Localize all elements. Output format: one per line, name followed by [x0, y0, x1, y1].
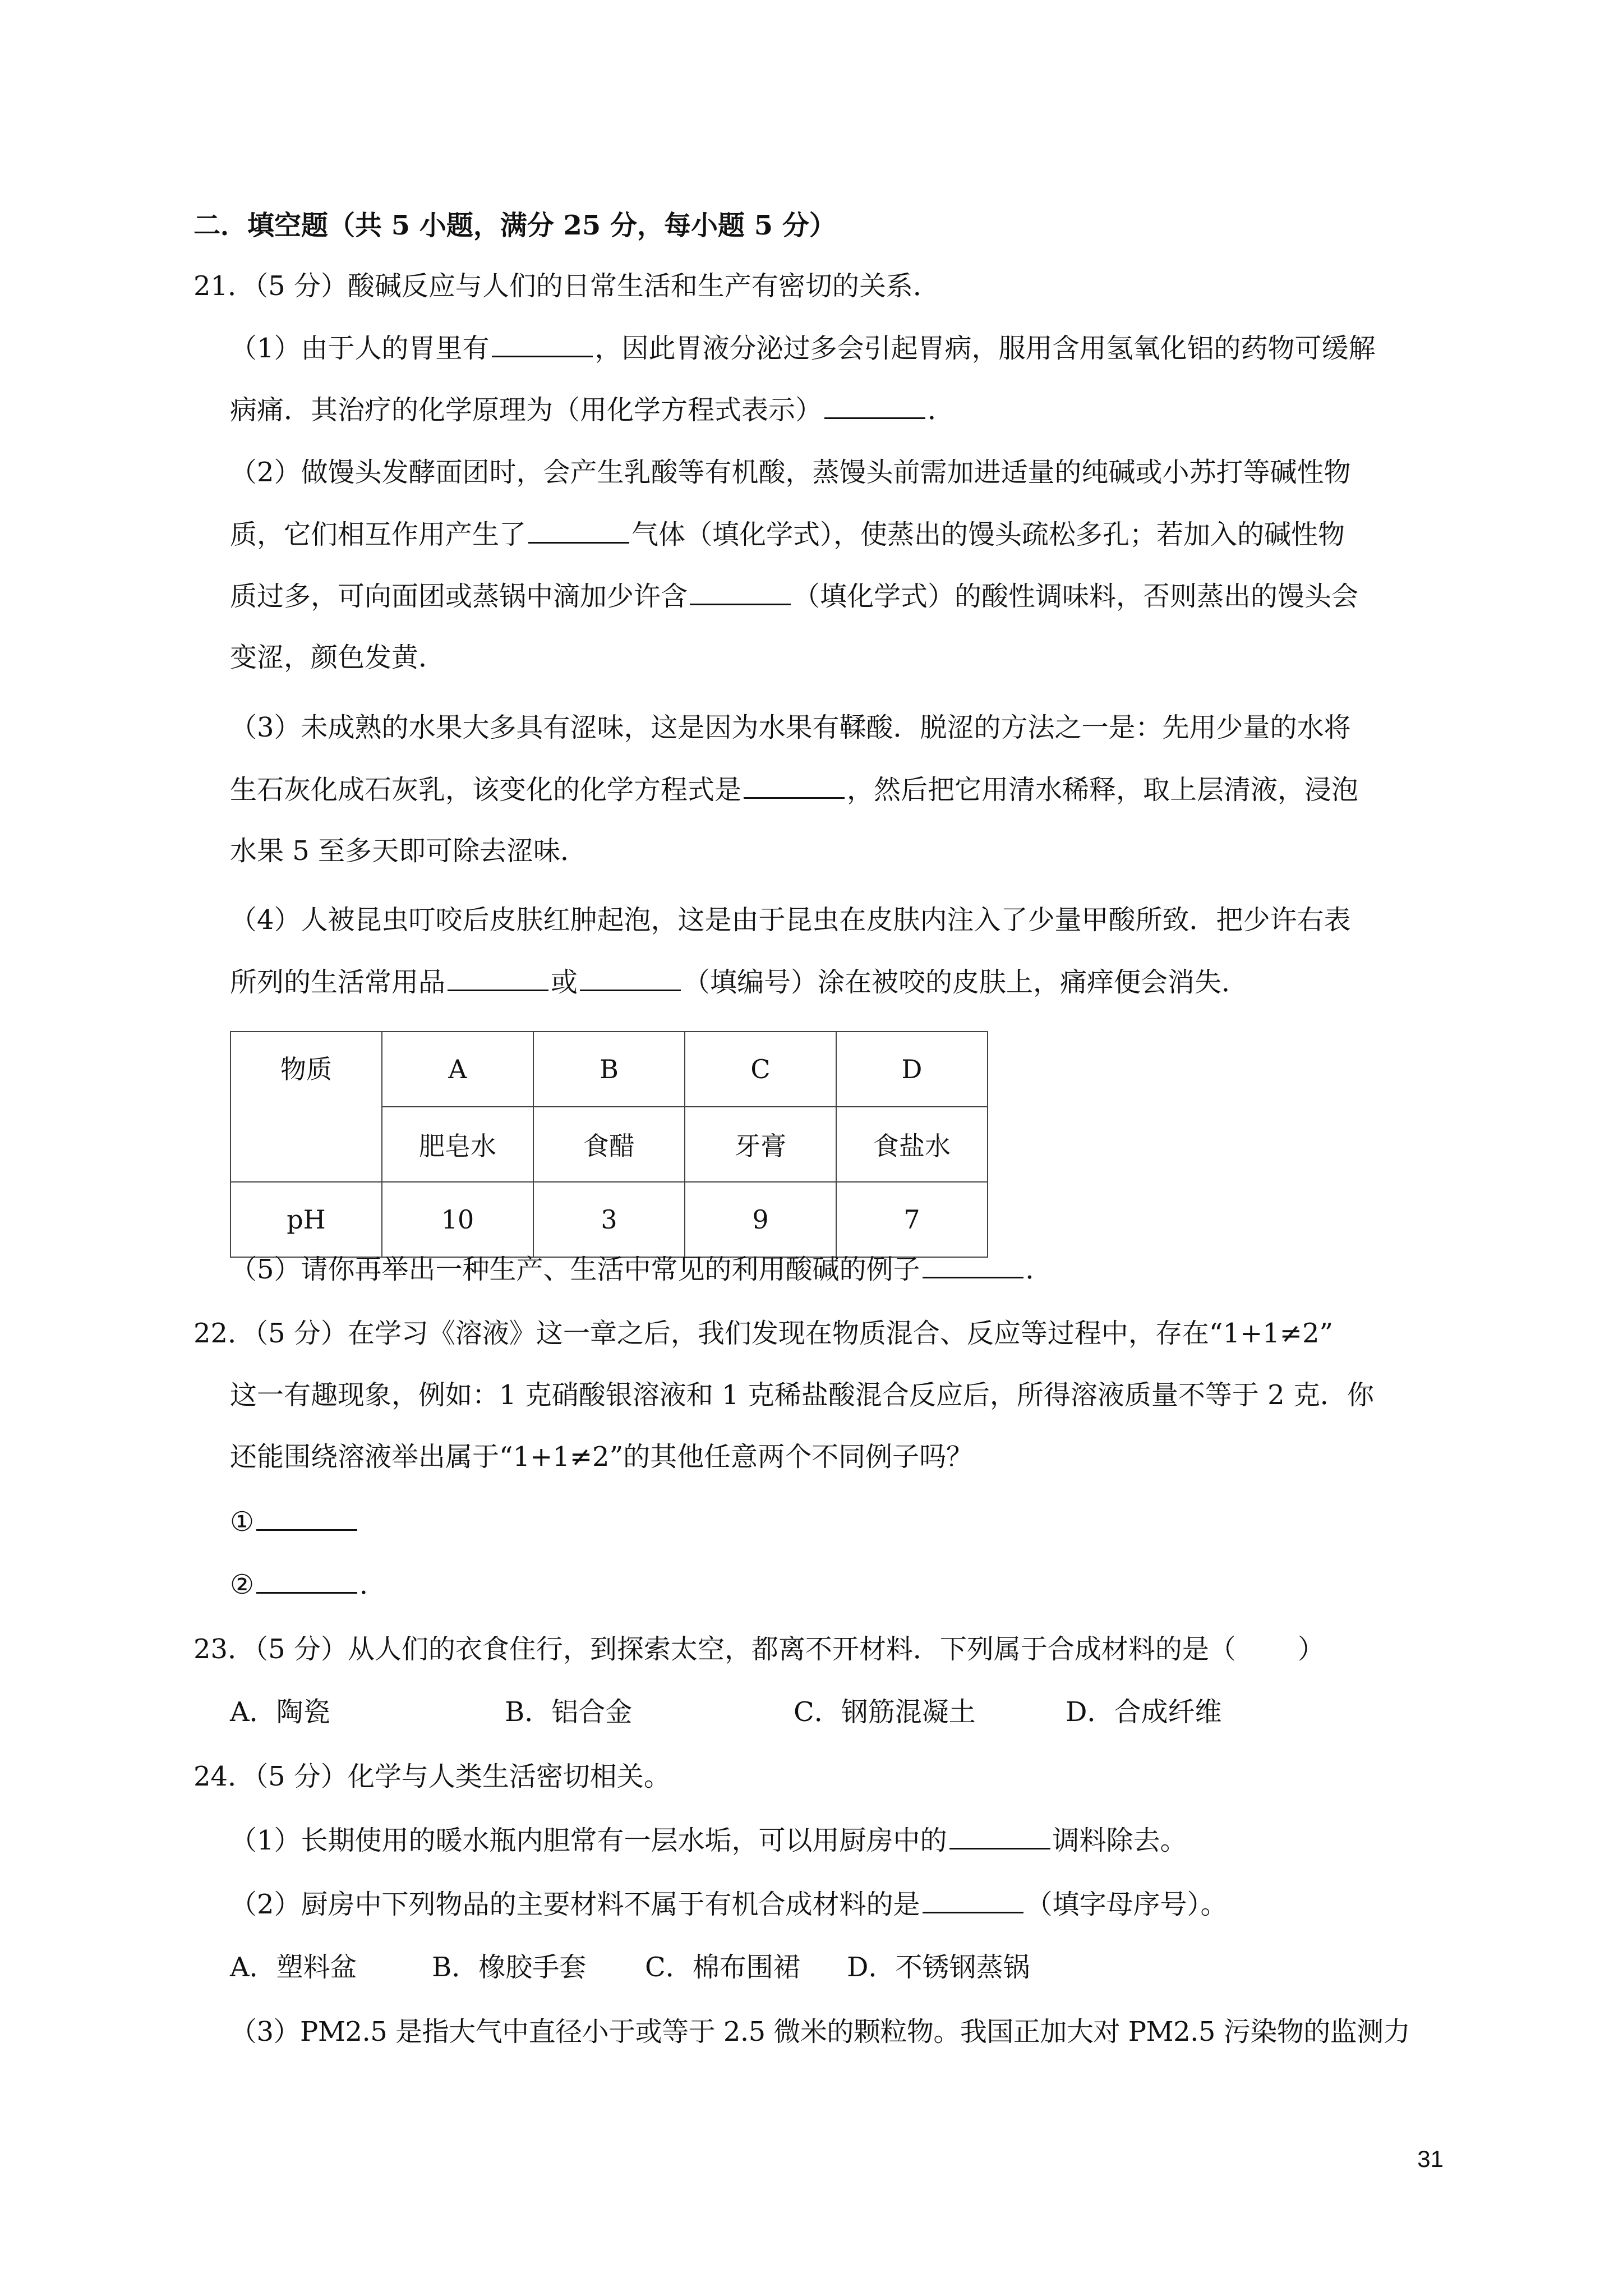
option-a: A．塑料盆: [230, 1952, 357, 1983]
answer-blank[interactable]: [949, 1822, 1050, 1849]
table-cell: 3: [533, 1182, 685, 1257]
question-23-stem: 23．（5 分）从人们的衣食住行，到探索太空，都离不开材料．下列属于合成材料的是（ ）: [193, 1634, 1325, 1665]
option-b: B．橡胶手套: [432, 1952, 587, 1983]
answer-blank[interactable]: [690, 578, 791, 605]
table-header-cell: 物质: [230, 1032, 382, 1182]
answer-blank[interactable]: [448, 964, 548, 991]
option-c: C．钢筋混凝土: [794, 1696, 976, 1728]
answer-blank[interactable]: [744, 771, 845, 799]
table-cell: 9: [685, 1182, 836, 1257]
question-21-part3: （3）未成熟的水果大多具有涩味，这是因为水果有鞣酸．脱涩的方法之一是：先用少量的水将: [230, 712, 1351, 743]
table-cell: D: [836, 1032, 988, 1107]
ph-table: [230, 1031, 988, 1258]
question-21-part3-end: 水果 5 至多天即可除去涩味．: [230, 835, 588, 867]
question-22-line2: 这一有趣现象，例如：1 克硝酸银溶液和 1 克稀盐酸混合反应后，所得溶液质量不等于 2 克．你: [230, 1379, 1374, 1411]
question-24-part2: （2）厨房中下列物品的主要材料不属于有机合成材料的是 （填字母序号）。: [230, 1886, 1228, 1922]
answer-blank[interactable]: [256, 1503, 357, 1531]
table-cell: 10: [382, 1182, 533, 1257]
answer-blank[interactable]: [923, 1886, 1023, 1913]
table-cell: 肥皂水: [382, 1107, 533, 1182]
question-21-part4: （4）人被昆虫叮咬后皮肤红肿起泡，这是由于昆虫在皮肤内注入了少量甲酸所致．把少许右表: [230, 904, 1351, 936]
option-b: B．铝合金: [505, 1696, 633, 1728]
question-21-part2: （2）做馒头发酵面团时，会产生乳酸等有机酸，蒸馒头前需加进适量的纯碱或小苏打等碱性物: [230, 457, 1351, 488]
question-21-part1-cont: 病痛．其治疗的化学原理为（用化学方程式表示） ．: [230, 392, 955, 428]
answer-blank[interactable]: [528, 516, 629, 544]
option-d: D．合成纤维: [1066, 1696, 1222, 1728]
question-21-part2-end: 变涩，颜色发黄．: [230, 642, 446, 673]
question-21-part1: （1）由于人的胃里有 ，因此胃液分泌过多会引起胃病，服用含用氢氧化铝的药物可缓解: [230, 330, 1376, 366]
table-cell: 牙膏: [685, 1107, 836, 1182]
question-24-stem: 24．（5 分）化学与人类生活密切相关。: [193, 1761, 671, 1792]
question-21-part2-cont2: 质过多，可向面团或蒸锅中滴加少许含 （填化学式）的酸性调味料，否则蒸出的馒头会: [230, 578, 1358, 614]
table-cell: B: [533, 1032, 685, 1107]
question-21-part3-cont: 生石灰化成石灰乳，该变化的化学方程式是 ，然后把它用清水稀释，取上层清液，浸泡: [230, 771, 1358, 808]
question-24-part3: （3）PM2.5 是指大气中直径小于或等于 2.5 微米的颗粒物。我国正加大对 PM2.5 污染物的监测力: [230, 2016, 1410, 2047]
table-cell: A: [382, 1032, 533, 1107]
question-21-part5: （5）请你再举出一种生产、生活中常见的利用酸碱的例子 ．: [230, 1251, 1053, 1287]
table-cell: 7: [836, 1182, 988, 1257]
question-21-stem: 21．（5 分）酸碱反应与人们的日常生活和生产有密切的关系．: [193, 270, 940, 302]
question-22-item2: ② ．: [230, 1566, 386, 1603]
answer-blank[interactable]: [580, 964, 681, 991]
table-cell: 食醋: [533, 1107, 685, 1182]
section-title: 二．填空题（共 5 小题，满分 25 分，每小题 5 分）: [193, 210, 836, 241]
table-cell: 食盐水: [836, 1107, 988, 1182]
option-c: C．棉布围裙: [645, 1952, 800, 1983]
option-d: D．不锈钢蒸锅: [847, 1952, 1030, 1983]
question-22-item1: ①: [230, 1503, 359, 1540]
question-21-part4-cont: 所列的生活常用品 或 （填编号）涂在被咬的皮肤上，痛痒便会消失．: [230, 964, 1248, 1000]
answer-blank[interactable]: [256, 1566, 357, 1594]
question-22-stem: 22．（5 分）在学习《溶液》这一章之后，我们发现在物质混合、反应等过程中，存在“1+1≠2”: [193, 1318, 1334, 1349]
table-header-cell: pH: [230, 1182, 382, 1257]
table-cell: C: [685, 1032, 836, 1107]
answer-blank[interactable]: [824, 392, 925, 419]
question-24-part1: （1）长期使用的暖水瓶内胆常有一层水垢，可以用厨房中的 调料除去。: [230, 1822, 1187, 1858]
option-a: A．陶瓷: [230, 1696, 330, 1728]
answer-blank[interactable]: [492, 330, 593, 357]
page-number: 31: [1417, 2146, 1444, 2172]
answer-blank[interactable]: [923, 1251, 1023, 1278]
question-21-part2-cont: 质，它们相互作用产生了 气体（填化学式），使蒸出的馒头疏松多孔；若加入的碱性物: [230, 516, 1345, 553]
question-22-line3: 还能围绕溶液举出属于“1+1≠2”的其他任意两个不同例子吗？: [230, 1441, 974, 1473]
